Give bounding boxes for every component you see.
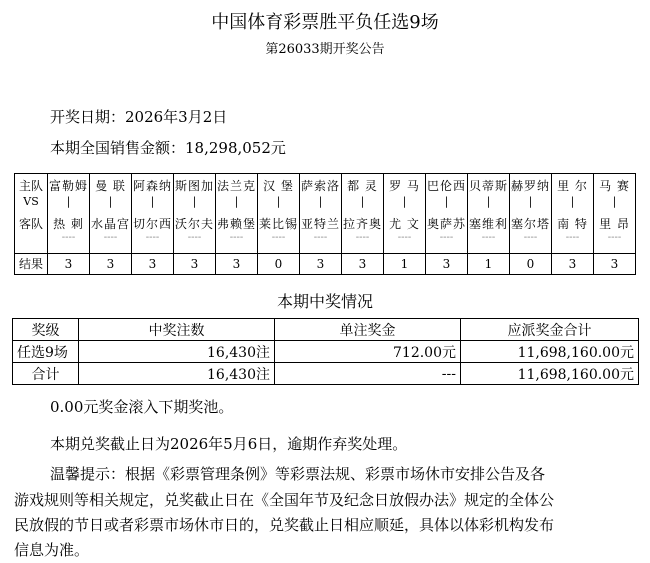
team-divider: ---- (397, 232, 412, 243)
team-divider: ---- (439, 232, 454, 243)
home-team: 斯图加 (174, 179, 214, 193)
vs-mark: | (192, 195, 197, 208)
vs-mark: | (318, 195, 323, 208)
vs-mark: | (570, 195, 575, 208)
vs-mark: | (108, 195, 113, 208)
header-level: 奖级 (13, 319, 79, 341)
result-label: 结果 (15, 254, 48, 275)
header-winners: 中奖注数 (79, 319, 275, 341)
home-label: 主队 (18, 179, 43, 193)
match-result: 0 (258, 254, 300, 275)
away-team: 塞尔塔 (510, 217, 550, 231)
home-team: 富勒姆 (48, 179, 88, 193)
match-column (552, 174, 594, 254)
match-result: 0 (510, 254, 552, 275)
match-result: 3 (174, 254, 216, 275)
match-column (132, 174, 174, 254)
match-column (510, 174, 552, 254)
team-divider: ---- (607, 232, 622, 243)
match-table (14, 173, 636, 275)
match-column (48, 174, 90, 254)
match-result: 1 (384, 254, 426, 275)
home-team: 汉 堡 (263, 179, 294, 193)
team-divider: ---- (565, 232, 580, 243)
match-result: 3 (216, 254, 258, 275)
home-team: 罗 马 (389, 179, 420, 193)
reminder-line-1: 温馨提示：根据《彩票管理条例》等彩票法规、彩票市场休市安排公告及各 (50, 465, 546, 483)
team-divider: ---- (355, 232, 370, 243)
cell-winners: 16,430注 (79, 341, 275, 363)
cell-level: 合计 (13, 363, 79, 385)
home-team: 马 赛 (599, 179, 630, 193)
match-column (426, 174, 468, 254)
home-team: 曼 联 (95, 179, 126, 193)
vs-mark: | (234, 195, 239, 208)
cell-total: 11,698,160.00元 (461, 341, 639, 363)
home-team: 里 尔 (557, 179, 588, 193)
home-team: 萨索洛 (300, 179, 340, 193)
reminder-line-4: 信息为准。 (14, 541, 90, 559)
team-divider: ---- (229, 232, 244, 243)
team-divider: ---- (103, 232, 118, 243)
page-title: 中国体育彩票胜平负任选9场 (211, 12, 439, 33)
prize-header-row (13, 319, 639, 341)
match-column (216, 174, 258, 254)
cell-winners: 16,430注 (79, 363, 275, 385)
match-result: 3 (552, 254, 594, 275)
away-team: 弗赖堡 (216, 217, 256, 231)
team-divider: ---- (313, 232, 328, 243)
cell-total: 11,698,160.00元 (461, 363, 639, 385)
vs-mark: | (444, 195, 449, 208)
away-team: 沃尔夫 (174, 217, 214, 231)
vs-mark: | (612, 195, 617, 208)
away-team: 里 昂 (599, 217, 630, 231)
home-team: 贝蒂斯 (468, 179, 508, 193)
home-team: 赫罗纳 (510, 179, 550, 193)
away-team: 水晶宫 (90, 217, 130, 231)
prize-table (12, 318, 639, 385)
rollover-note: 0.00元奖金滚入下期奖池。 (50, 398, 234, 416)
team-divider: ---- (187, 232, 202, 243)
match-column (90, 174, 132, 254)
vs-mark: | (150, 195, 155, 208)
reminder-line-2: 游戏规则等相关规定，兑奖截止日在《全国年节及纪念日放假办法》规定的全体公 (14, 491, 555, 509)
vs-mark: | (360, 195, 365, 208)
match-column (174, 174, 216, 254)
match-result: 3 (90, 254, 132, 275)
match-result: 3 (300, 254, 342, 275)
team-divider: ---- (145, 232, 160, 243)
prize-section-title: 本期中奖情况 (276, 292, 373, 311)
match-column (342, 174, 384, 254)
home-team: 阿森纳 (132, 179, 172, 193)
match-result: 3 (426, 254, 468, 275)
match-column (594, 174, 636, 254)
away-team: 拉齐奥 (342, 217, 382, 231)
team-divider: ---- (523, 232, 538, 243)
prize-row-renxuan9 (13, 341, 639, 363)
cell-level: 任选9场 (13, 341, 79, 363)
match-result: 3 (594, 254, 636, 275)
cell-prize: 712.00元 (275, 341, 461, 363)
away-team: 奥萨苏 (426, 217, 466, 231)
header-total: 应派奖金合计 (461, 319, 639, 341)
away-team: 塞维利 (468, 217, 508, 231)
prize-row-total (13, 363, 639, 385)
vs-mark: | (276, 195, 281, 208)
away-team: 热 刺 (53, 217, 84, 231)
vs-mark: | (66, 195, 71, 208)
deadline-note: 本期兑奖截止日为2026年5月6日，逾期作弃奖处理。 (50, 435, 408, 453)
draw-number: 第26033期开奖公告 (265, 42, 385, 57)
draw-date: 开奖日期：2026年3月2日 (50, 108, 228, 126)
home-team: 法兰克 (216, 179, 256, 193)
team-divider: ---- (481, 232, 496, 243)
match-result: 3 (132, 254, 174, 275)
home-team: 巴伦西 (426, 179, 466, 193)
vs-label: VS (23, 195, 39, 208)
away-team: 亚特兰 (300, 217, 340, 231)
away-label: 客队 (18, 217, 43, 231)
reminder-line-3: 民放假的节日或者彩票市场休市日的，兑奖截止日相应顺延，具体以体彩机构发布 (14, 516, 555, 534)
vs-mark: | (528, 195, 533, 208)
away-team: 莱比锡 (258, 217, 298, 231)
team-divider: ---- (61, 232, 76, 243)
vs-mark: | (486, 195, 491, 208)
cell-prize: --- (275, 363, 461, 385)
team-divider: ---- (271, 232, 286, 243)
match-column (384, 174, 426, 254)
home-team: 都 灵 (347, 179, 378, 193)
header-prize: 单注奖金 (275, 319, 461, 341)
sales-amount: 本期全国销售金额：18,298,052元 (50, 139, 286, 157)
match-column (258, 174, 300, 254)
away-team: 尤 文 (389, 217, 420, 231)
match-column (468, 174, 510, 254)
away-team: 南 特 (557, 217, 588, 231)
away-team: 切尔西 (132, 217, 172, 231)
match-result: 3 (48, 254, 90, 275)
match-result: 1 (468, 254, 510, 275)
match-column (300, 174, 342, 254)
match-result: 3 (342, 254, 384, 275)
vs-mark: | (402, 195, 407, 208)
